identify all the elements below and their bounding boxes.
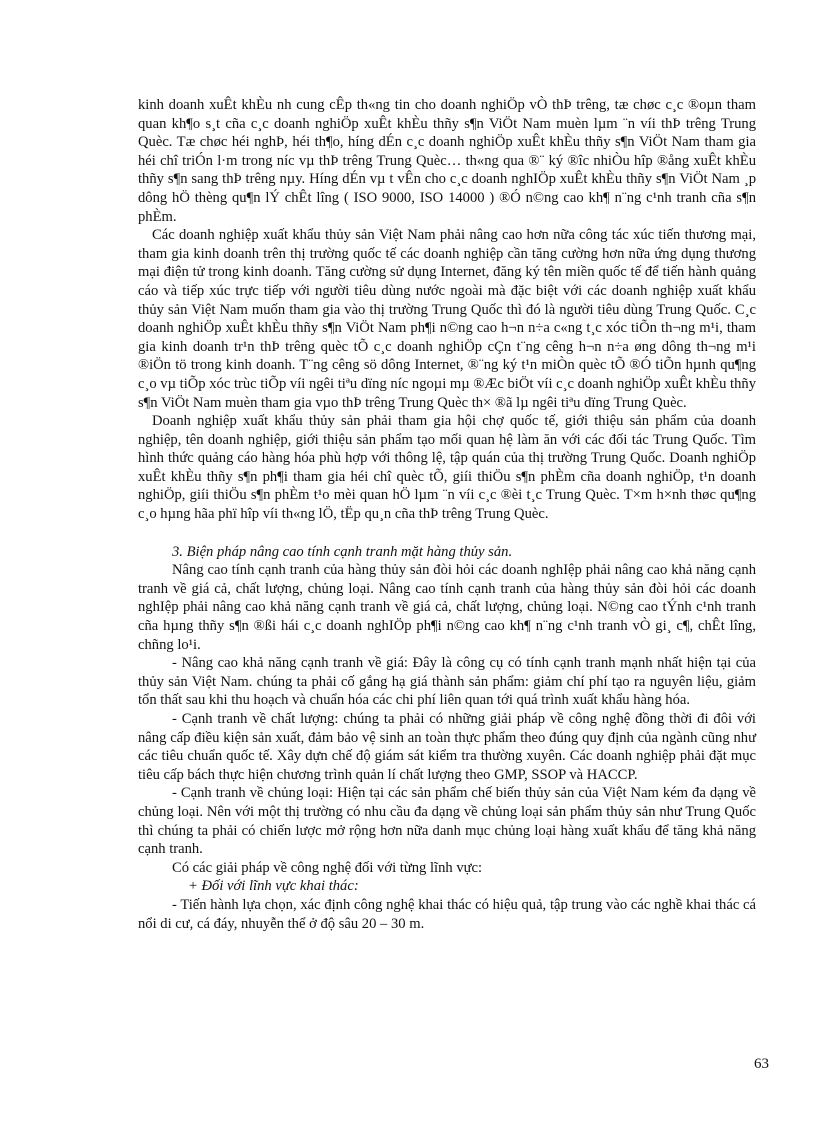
document-body <box>138 96 756 933</box>
paragraph-trade-fairs: Doanh nghiệp xuất khẩu thủy sản phải tham gia hội chợ quốc tế, giới thiệu sản phẩm của doanh nghiệp, tên doanh nghiệp, giới thiệu sản phẩm tạo mối quan hệ làm ăn với các đối tác Trung Quốc. Tìm hình thức quảng cáo hàng hóa phù hợp với thông lệ, tập quán của thị trường Trung Quốc. Doanh nghiÖp xuÊt khÈu thñy s¶n ph¶i tham gia héi chî quèc tÕ, giíi thiÖu s¶n phÈm cña doanh nghiÖp, t¹n doanh nghiÖp, giíi thiÖu s¶n phÈm t¹o mèi quan hÖ lµm ¨n víi c¸c ®èi t¸c Trung Quèc. T×m h×nh thøc qu¶ng c¸o hµng hãa phï hîp víi th«ng lÖ, tËp qu¸n cña thÞ trêng Trung Quèc. <box>138 413 756 523</box>
page-number: 63 <box>754 1056 769 1072</box>
paragraph-technology-solutions: Có các giải pháp về công nghệ đối với từng lĩnh vực: <box>172 859 483 876</box>
bullet-quality-competition: - Cạnh tranh về chất lượng: chúng ta phải có những giải pháp về công nghệ đồng thời đi đôi với nâng cấp điều kiện sản xuất, đảm bảo vệ sinh an toàn thực phẩm theo đúng quy định của ngành cũng như các tiêu chuẩn quốc tế. Xây dựn chế độ giám sát kiểm tra thường xuyên. Các doanh nghiệp phải đặt mục tiêu cấp bách thực hiện chương trình quản lí chất lượng theo GMP, SSOP và HACCP. <box>138 711 756 783</box>
paragraph-ecommerce: Các doanh nghiệp xuất khẩu thủy sản Việt Nam phải nâng cao hơn nữa công tác xúc tiến thương mại, tham gia kinh doanh trên thị trường quốc tế các doanh nghiệp cần tăng cường hơn nữa ứng dụng thương mại điện tử trong kinh doanh. Tăng cường sử dụng Internet, đăng ký tên miền quốc tế để tiến hành quảng cáo và tiếp xúc trực tiếp với người tiêu dùng nước ngoài mà đặc biệt với các doanh nghiệp xuất khẩu thủy sản Việt Nam muốn tham gia vào thị trường Trung Quốc thì đó là người tiêu dùng Trung Quốc. C¸c doanh nghiÖp xuÊt khÈu thñy s¶n ViÖt Nam ph¶i n©ng cao h¬n n÷a c«ng t¸c xóc tiÕn th¬ng m¹i, tham gia kinh doanh tr¹n thÞ trêng quèc tÕ c¸c doanh nghiÖp cÇn t¨ng cêng h¬n n÷a øng dông th¬ng m¹i ®iÖn tö trong kinh doanh. T¨ng cêng sö dông Internet, ®¨ng ký t¹n miÒn quèc tÕ ®Ó tiÕn hµnh qu¶ng c¸o vµ tiÕp xóc trùc tiÕp víi ngêi tiªu dïng níc ngoµi mµ ®Æc biÖt víi c¸c doanh nghiÖp xuÊt khÈu thñy s¶n ViÖt Nam muèn tham gia vµo thÞ trêng Trung Quèc th× ®ã lµ ngêi tiªu dïng Trung Quèc. <box>138 227 756 411</box>
paragraph-competitiveness-intro: Nâng cao tính cạnh tranh của hàng thủy sản đòi hỏi các doanh nghIệp phải nâng cao khả năng cạnh tranh về giá cả, chất lượng, chủng loại. Nâng cao tính cạnh tranh của hàng thủy sản đòi hỏi các doanh nghIệp phải nâng cao khả năng cạnh tranh về giá cả, chất lượng, chủng loại. N©ng cao tÝnh c¹nh tranh cña hµng thñy s¶n ®ßi hái c¸c doanh nghIÖp ph¶i n©ng cao kh¶ n¨ng c¹nh tranh vÒ gi¸ c¶, chÊt lîng, chñng lo¹i. <box>138 562 756 653</box>
bullet-fishing-technology: - Tiến hành lựa chọn, xác định công nghệ khai thác có hiệu quả, tập trung vào các nghề khai thác cá nổi di cư, cá đáy, nhuyễn thể ở độ sâu 20 – 30 m. <box>138 896 756 932</box>
sub-heading-fishing: + Đối với lĩnh vực khai thác: <box>188 878 359 895</box>
bullet-price-competition: - Nâng cao khả năng cạnh tranh về giá: Đây là công cụ có tính cạnh tranh mạnh nhất hiện tại của thủy sản Việt Nam. chúng ta phải cố gắng hạ giá thành sản phẩm: giảm chí phí tạo ra nguyên liệu, giảm tổn thất sau khi thu hoạch và chuẩn hóa các chi phí liên quan tới quá trình xuất khẩu hàng hóa. <box>138 655 756 709</box>
bullet-variety-competition: - Cạnh tranh về chủng loại: Hiện tại các sản phẩm chế biến thủy sản của Việt Nam kém đa dạng về chủng loại. Nên với một thị trường có nhu cầu đa dạng về chủng loại sản phẩm thủy sản như Trung Quốc thì chúng ta phải có chiến lược mở rộng hơn nữa danh mục chủng loại hàng xuất khẩu để tăng khả năng cạnh tranh. <box>138 785 756 858</box>
section-heading: 3. Biện pháp nâng cao tính cạnh tranh mặt hàng thủy sản. <box>172 543 513 560</box>
paragraph-trade-promotion-support: kinh doanh xuÊt khÈu nh cung cÊp th«ng tin cho doanh nghiÖp vÒ thÞ trêng, tæ chøc c¸c ®oµn tham quan kh¶o s¸t cña c¸c doanh nghiÖp xuÊt khÈu thñy s¶n ViÖt Nam muèn lµm ¨n víi thÞ trêng Trung Quèc. Tæ chøc héi nghÞ, héi th¶o, híng dÉn c¸c doanh nghiÖp xuÊt khÈu thñy s¶n ViÖt Nam tham gia héi chî triÓn l·m trong níc vµ thÞ trêng Trung Quèc… th«ng qua ®¨ ký ®îc nhiÒu hîp ®ång xuÊt khÈu thñy s¶n sang thÞ trêng nµy. Híng dÉn vµ t vÊn cho c¸c doanh nghIÖp xuÊt khÈu thñy s¶n ViÖt Nam ¸p dông hÖ thèng qu¶n lÝ chÊt lîng ( ISO 9000, ISO 14000 ) ®Ó n©ng cao kh¶ n¨ng c¹nh tranh cña s¶n phÈm. <box>138 97 756 225</box>
